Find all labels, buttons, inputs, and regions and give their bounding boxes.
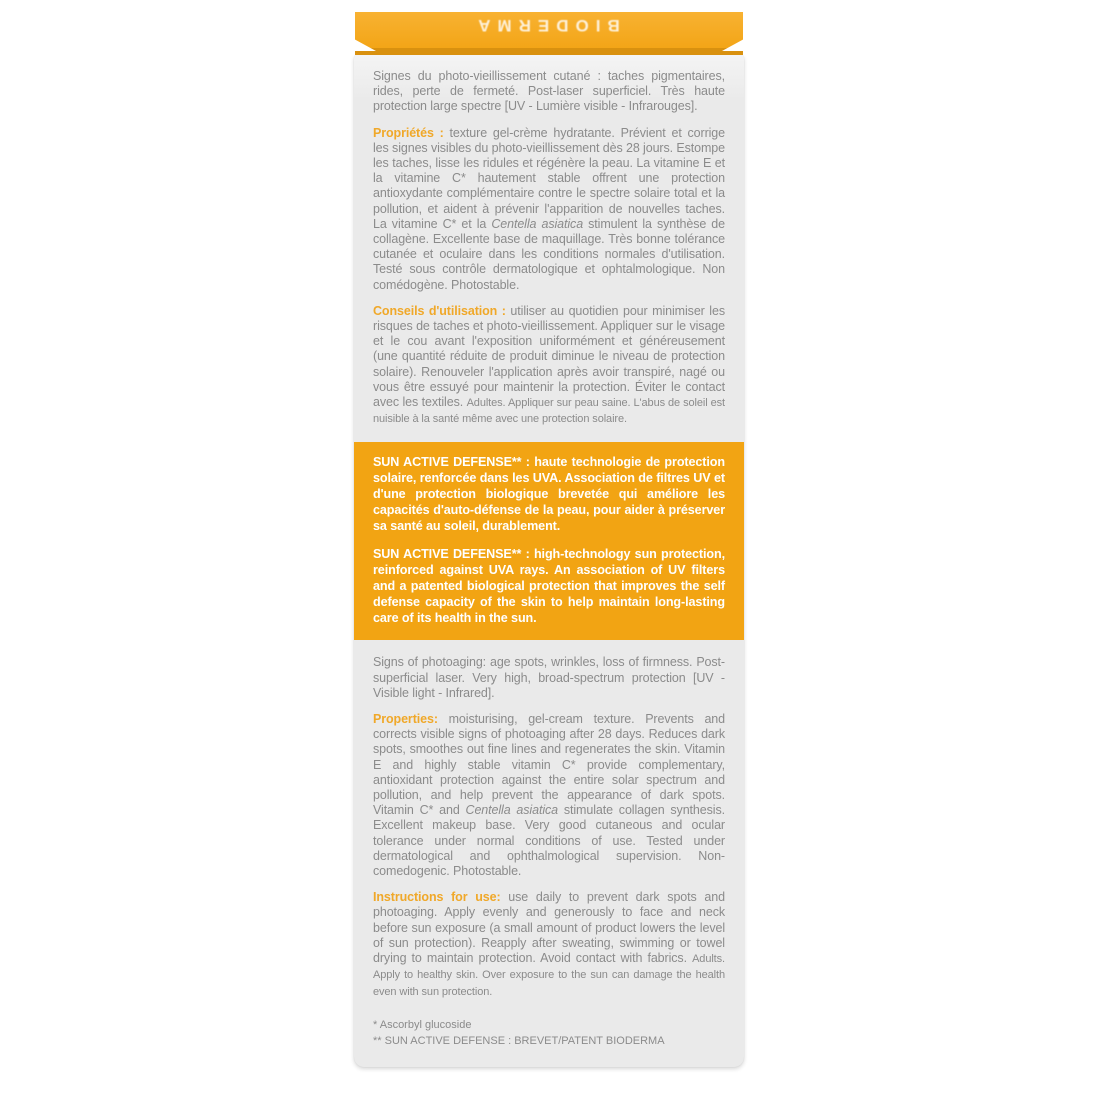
fr-properties-paragraph: Propriétés : texture gel-crème hydratante. Prévient et corrige les signes visibles du photo-vieillissement dès 28 jours. Estompe les taches, lisse les ridules et régénère la peau. La vitamine E et la vitamine C* hautement stable offrent une protection antioxydante complémentaire contre le spectre solaire total et la pollution, et aident à prévenir l'apparition de nouvelles taches. La vitamine C* et la Centella asiatica stimulent la synthèse de collagène. Excellente base de maquillage. Très bonne tolérance cutanée et oculaire dans les conditions normales d'utilisation. Testé sous contrôle dermatologique et ophtalmologique. Non comédogène. Photostable.: [373, 125, 726, 292]
sun-active-defense-banner: [354, 442, 744, 640]
product-box: [354, 12, 744, 1067]
banner-text-fr: SUN ACTIVE DEFENSE** : haute technologie de protection solaire, renforcée dans les UVA. Association de filtres UV et d'une protection biologique brevetée qui améliore les capacités d'auto-défense de la peau, pour aider à préserver sa santé au soleil, durablement.: [373, 455, 725, 533]
fr-usage-advice-paragraph: Conseils d'utilisation : utiliser au quotidien pour minimiser les risques de taches et photo-vieillissement. Appliquer sur le visage et le cou avant l'exposition uniformément et généreusement (une quantité réduite de produit diminue le niveau de protection solaire). Renouveler l'application après avoir transpiré, nagé ou vous être essuyé pour maintenir la protection. Éviter le contact avec les textiles. Adultes. Appliquer sur peau saine. L'abus de soleil est nuisible à la santé même avec une protection solaire.: [373, 303, 726, 426]
brand-logo-text: BIODERMA: [471, 16, 620, 35]
box-top-flap: [355, 12, 743, 55]
footnotes: [373, 1017, 725, 1049]
en-properties-paragraph: Properties: moisturising, gel-cream texture. Prevents and corrects visible signs of photoaging after 28 days. Reduces dark spots, smoothes out fine lines and regenerates the skin. Vitamin E and highly stable vitamin C* provide complementary, antioxidant protection against the entire solar spectrum and pollution, and help prevent the appearance of dark spots. Vitamin C* and Centella asiatica stimulate collagen synthesis. Excellent makeup base. Very good cutaneous and ocular tolerance under normal conditions of use. Tested under dermatological and ophthalmological supervision. Non-comedogenic. Photostable.: [373, 712, 725, 879]
fr-photoaging-signs-paragraph: Signes du photo-vieillissement cutané : taches pigmentaires, rides, perte de fermeté. Post-laser superficiel. Très haute protection large spectre [UV - Lumière visible - Infrarouges].: [373, 69, 725, 114]
en-instructions-paragraph: Instructions for use: use daily to prevent dark spots and photoaging. Apply evenly and generously to face and neck before sun exposure (a small amount of product lowers the level of sun protection). Reapply after sweating, swimming or towel drying to maintain protection. Avoid contact with fabrics. Adults. Apply to healthy skin. Over exposure to the sun can damage the health even with sun protection.: [373, 890, 725, 998]
box-back-panel: [354, 55, 744, 1067]
footnote-patent-bioderma: ** SUN ACTIVE DEFENSE : BREVET/PATENT BIODERMA: [373, 1034, 665, 1047]
en-photoaging-signs-paragraph: Signs of photoaging: age spots, wrinkles, loss of firmness. Post-superficial laser. Very high, broad-spectrum protection [UV - Visible light - Infrared].: [373, 655, 725, 700]
footnote-ascorbyl-glucoside: * Ascorbyl glucoside: [373, 1018, 472, 1031]
banner-text-en: SUN ACTIVE DEFENSE** : high-technology sun protection, reinforced against UVA rays. An association of UV filters and a patented biological protection that improves the self defense capacity of the skin to help maintain long-lasting care of its health in the sun.: [373, 547, 725, 625]
